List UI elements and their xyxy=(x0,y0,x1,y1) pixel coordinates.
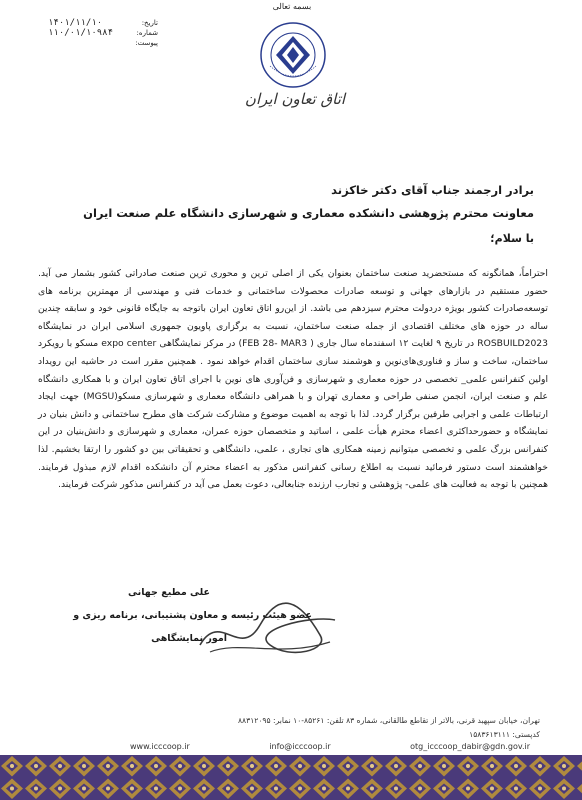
footer-address: تهران، خیابان سپهبد قرنی، بالاتر از تقاطع طالقانی، شماره ۸۳ تلفن: ۸۵۲۶۱-۱۰ نمابر: ۸۸۳۱۲۰۹۵ xyxy=(237,716,540,725)
footer-email-info[interactable]: info@icccoop.ir xyxy=(269,742,331,751)
org-name: اتاق تعاون ایران xyxy=(244,90,346,108)
footer-contacts xyxy=(130,742,530,751)
number-label: شماره: xyxy=(136,29,158,37)
date-label: تاریخ: xyxy=(141,19,158,27)
attachment-label: پیوست: xyxy=(135,39,158,47)
signatory-title: عضو هیئت رئیسه و معاون پشتیبانی، برنامه ریزی و xyxy=(73,610,312,621)
recipient-line-2: معاونت محترم پژوهشی دانشکده معماری و شهرسازی دانشگاه علم صنعت ایران xyxy=(83,206,534,220)
handwritten-signature xyxy=(180,590,350,670)
date-row xyxy=(48,18,158,28)
chamber-logo xyxy=(258,20,328,90)
footer-postal: کدپستی: ۱۵۸۳۶۱۳۱۱۱ xyxy=(469,730,540,739)
greeting: با سلام؛ xyxy=(490,232,534,245)
attachment-row xyxy=(48,38,158,48)
letter-meta xyxy=(48,18,158,48)
date-value: ۱۴۰۱/۱۱/۱۰ xyxy=(48,18,103,28)
letter-body: احتراماً، همانگونه که مستحضرید صنعت ساختمان بعنوان یکی از اصلی ترین و محوری ترین صنعت صادراتی کشور بشمار می آید. حضور مستقیم در بازارهای جهانی و توسعه صادرات محصولات ساختمانی و خدمات فنی و مهندسی از مهمترین برنامه های توسعه‌صادرات کشور بویژه دردولت محترم سیزدهم می باشد. از این‌رو اتاق تعاون ایران باتوجه به جایگاه قانونی خود و سابقه چندین ساله در حوزه های مختلف اقتصادی از جمله صنعت ساختمان، نسبت به برگزاری پاویون جمهوری اسلامی ایران در نمایشگاه ROSBUILD2023 در تاریخ ۹ لغایت ۱۲ اسفندماه سال جاری ( FEB 28- MAR3) در مرکز نمایشگاهی expo center مسکو با رویکرد ساختمان، ساخت و ساز و فناوری‌های‌نوین و هوشمند سازی ساختمان اقدام خواهد نمود . همچنین مقرر است در حاشیه این رویداد اولین کنفرانس علمی_ تخصصی در حوزه معماری و شهرسازی و فن‌آوری های نوین با اجرای اتاق تعاون ایران و با همکاری دانشگاه علم و صنعت ایران، انجمن صنفی طراحی و معماری تهران و با همراهی دانشگاه معماری و شهرسازی مسکو(MGSU) جهت ایجاد ارتباطات علمی و اجرایی طرفین برگزار گردد. لذا با توجه به اهمیت موضوع و مشارکت شرکت های مطرح ساختمانی و دانش بنیان در نمایشگاه و حضورحداکثری اعضاء محترم هیأت علمی ، اساتید و متخصصان حوزه عمران، معماری و شهرسازی و دانش‌بنیان در این کنفرانس بزرگ علمی و تخصصی میتوانیم زمینه همکاری های تجاری ، علمی، دانشگاهی و تحقیقاتی بین دو کشور را ارتقا بخشیم. لذا خواهشمند است دستور فرمائید نسبت به اطلاع رسانی کنفرانس مذکور به اعضاء محترم آن دانشکده اقدام لازم مبذول فرمایند. همچنین با توجه به فعالیت های علمی- پژوهشی و تجارب ارزنده جنابعالی، دعوت بعمل می آید در کنفرانس مذکور شرکت فرمایند. xyxy=(38,268,549,491)
signatory-name: علی مطیع جهانی xyxy=(128,587,210,598)
signatory-title-2: امور نمایشگاهی xyxy=(151,633,227,644)
decorative-band xyxy=(0,755,582,800)
number-row xyxy=(48,28,158,38)
bismillah: بسمه تعالی xyxy=(272,2,312,11)
footer-email-dabir[interactable]: otg_icccoop_dabir@gdn.gov.ir xyxy=(410,742,530,751)
recipient-line-1: برادر ارجمند جناب آقای دکتر خاکزند xyxy=(331,183,534,197)
footer-website[interactable]: www.icccoop.ir xyxy=(130,742,190,751)
number-value: ۱۱۰/۰۱/۱۰۹۸۴ xyxy=(48,28,114,38)
